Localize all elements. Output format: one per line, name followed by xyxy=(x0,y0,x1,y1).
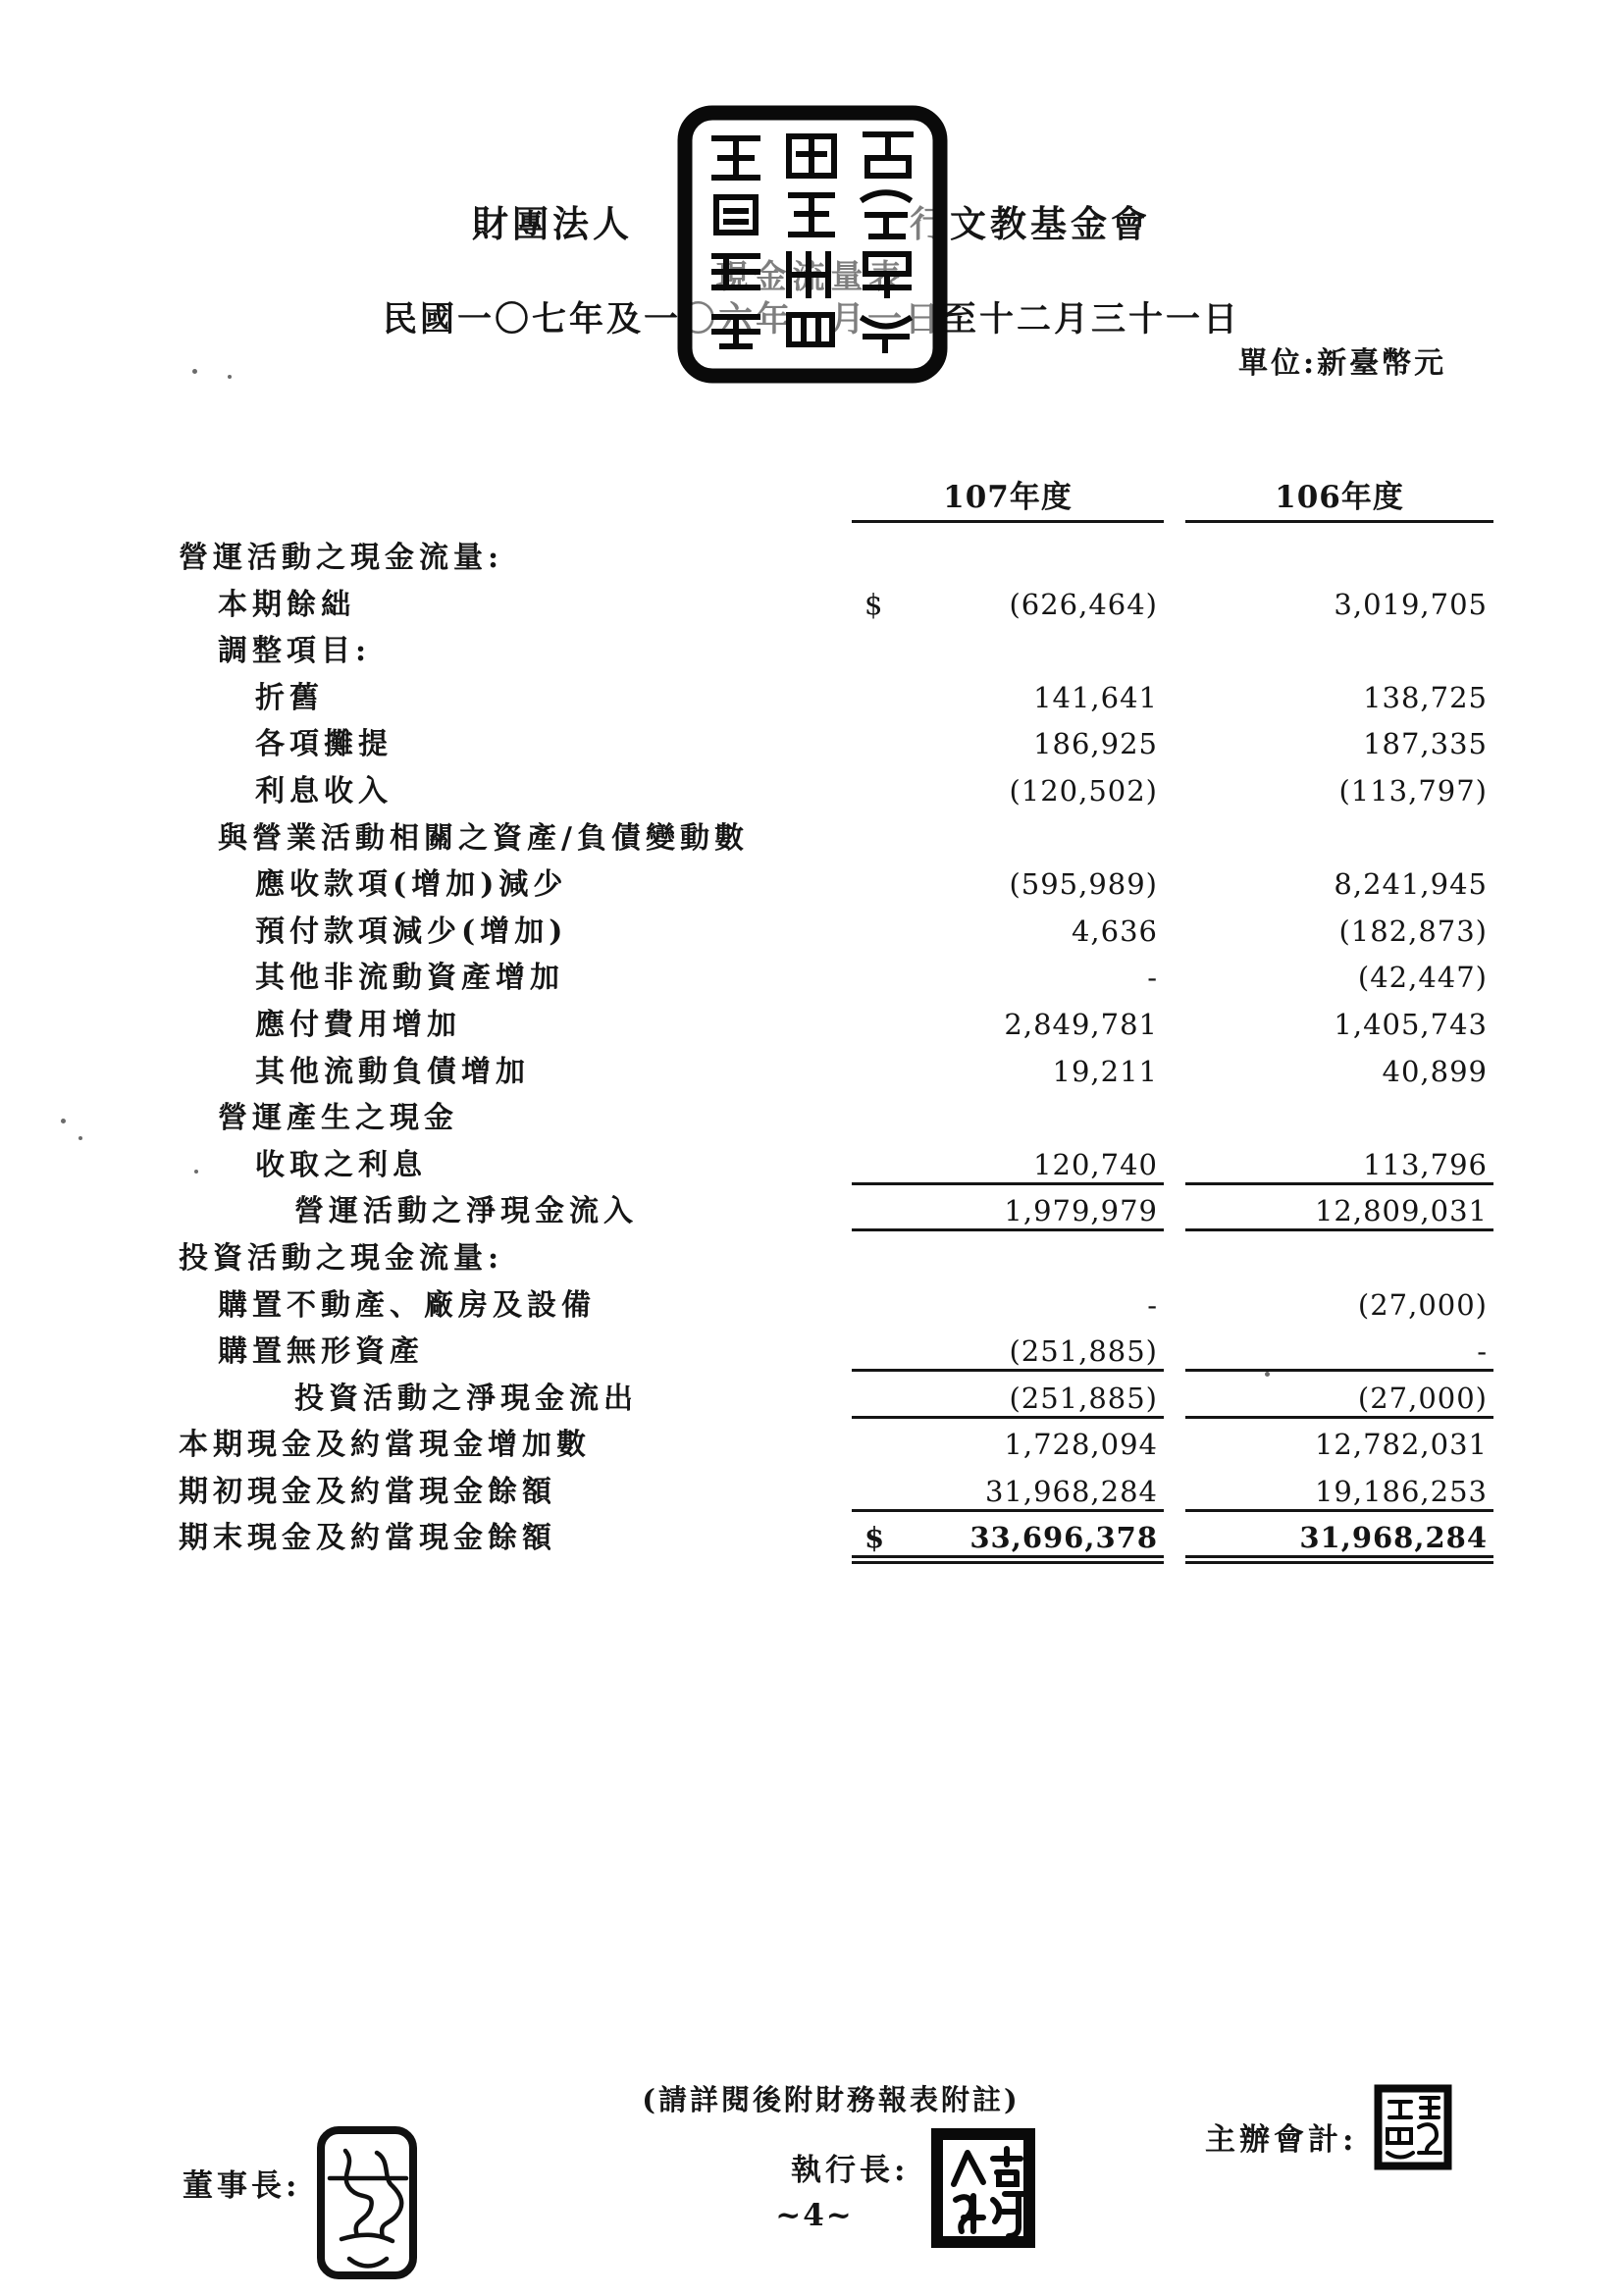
value-prior-year: 31,968,284 xyxy=(1185,1516,1493,1558)
value-prior-year: 12,782,031 xyxy=(1314,1428,1488,1462)
value-prior-year xyxy=(1185,536,1493,578)
value-prior-year xyxy=(1185,1236,1493,1278)
table-row xyxy=(0,1142,1623,1189)
scan-speck xyxy=(228,375,232,379)
ceo-label: 執行長: xyxy=(791,2153,910,2188)
foundation-stamp-icon xyxy=(675,102,950,387)
value-current-year: $ (626,464) xyxy=(852,583,1164,625)
row-label: 營運活動之現金流量: xyxy=(179,541,504,575)
chairman-label: 董事長: xyxy=(183,2168,301,2204)
column-header-107: 107年度 xyxy=(852,475,1164,523)
value-prior-year xyxy=(1185,629,1493,671)
table-row xyxy=(0,535,1623,582)
value-prior-year: (113,797) xyxy=(1338,773,1488,808)
row-label: 各項攤提 xyxy=(255,727,393,762)
value-prior-year: 187,335 xyxy=(1363,727,1488,761)
value-current-year: 2,849,781 xyxy=(1004,1007,1158,1041)
row-label: 期末現金及約當現金餘額 xyxy=(179,1521,556,1556)
row-label: 調整項目: xyxy=(218,634,372,669)
value-current-year: (120,502) xyxy=(1009,773,1158,808)
row-label: 利息收入 xyxy=(255,773,393,809)
row-label: 應收款項(增加)減少 xyxy=(255,867,568,903)
value-current-year: (251,885) xyxy=(852,1377,1164,1419)
value-prior-year xyxy=(1185,1096,1493,1138)
table-row xyxy=(0,1002,1623,1049)
value-current-year: 186,925 xyxy=(1033,727,1158,761)
value-current-year: 141,641 xyxy=(1033,680,1158,714)
column-header-106: 106年度 xyxy=(1185,475,1493,523)
scan-speck xyxy=(194,1170,198,1174)
value-prior-year: (42,447) xyxy=(1357,961,1488,995)
dollar-sign: $ xyxy=(864,587,884,621)
org-name-prefix: 財團法人 xyxy=(472,202,633,245)
chairman-seal-icon xyxy=(316,2125,418,2280)
value-current-year: (595,989) xyxy=(1009,867,1158,902)
table-row xyxy=(0,1049,1623,1096)
value-prior-year: 19,186,253 xyxy=(1185,1470,1493,1512)
row-label: 投資活動之淨現金流出 xyxy=(294,1381,638,1416)
accountant-label: 主辦會計: xyxy=(1205,2122,1358,2158)
table-row xyxy=(0,768,1623,815)
value-current-year xyxy=(852,1096,1164,1138)
table-row xyxy=(0,955,1623,1002)
table-row xyxy=(0,1282,1623,1330)
value-prior-year xyxy=(1185,816,1493,859)
value-prior-year: 113,796 xyxy=(1185,1143,1493,1185)
table-row xyxy=(0,1329,1623,1376)
row-label: 本期現金及約當現金增加數 xyxy=(179,1428,591,1463)
table-row xyxy=(0,1235,1623,1282)
accountant-seal-icon xyxy=(1374,2084,1452,2170)
value-current-year xyxy=(852,1236,1164,1278)
value-prior-year: 138,725 xyxy=(1363,680,1488,714)
table-row xyxy=(0,1515,1623,1562)
value-current-year xyxy=(852,816,1164,859)
table-row xyxy=(0,815,1623,862)
value-current-year xyxy=(852,629,1164,671)
table-row xyxy=(0,1188,1623,1235)
footnote-reference: (請詳閱後附財務報表附註) xyxy=(642,2083,1021,2116)
table-row xyxy=(0,909,1623,956)
table-row xyxy=(0,675,1623,722)
scan-speck xyxy=(1265,1372,1270,1377)
table-row xyxy=(0,628,1623,675)
value-current-year: - xyxy=(1147,1287,1158,1322)
row-label: 期初現金及約當現金餘額 xyxy=(179,1474,556,1509)
table-row xyxy=(0,1095,1623,1142)
row-label: 預付款項減少(增加) xyxy=(255,913,568,949)
row-label: 其他流動負債增加 xyxy=(255,1054,530,1089)
org-name-suffix: 行文教基金會 xyxy=(910,202,1151,245)
table-row xyxy=(0,1376,1623,1423)
value-prior-year: (182,873) xyxy=(1338,913,1488,948)
row-label: 與營業活動相關之資產/負債變動數 xyxy=(218,820,749,856)
value-prior-year: 3,019,705 xyxy=(1334,587,1488,621)
value-current-year: 120,740 xyxy=(852,1143,1164,1185)
scan-speck xyxy=(192,369,197,374)
table-row xyxy=(0,1422,1623,1469)
row-label: 營運活動之淨現金流入 xyxy=(294,1194,638,1229)
ceo-seal-icon xyxy=(930,2127,1036,2249)
value-current-year: 19,211 xyxy=(1052,1054,1158,1088)
row-label: 折舊 xyxy=(255,680,324,715)
table-row xyxy=(0,1469,1623,1516)
row-label: 購置不動產、廠房及設備 xyxy=(218,1287,596,1323)
value-current-year xyxy=(852,536,1164,578)
value-current-year: 4,636 xyxy=(1071,913,1158,948)
value-current-year: (251,885) xyxy=(852,1330,1164,1372)
row-label: 購置無形資產 xyxy=(218,1334,424,1370)
table-body xyxy=(0,535,1623,1562)
table-row xyxy=(0,861,1623,909)
row-label: 營運產生之現金 xyxy=(218,1101,458,1136)
row-label: 其他非流動資產增加 xyxy=(255,961,564,996)
row-label: 投資活動之現金流量: xyxy=(179,1240,504,1276)
value-prior-year: (27,000) xyxy=(1185,1377,1493,1419)
row-label: 收取之利息 xyxy=(255,1147,427,1182)
statement-title: 現金流量表 xyxy=(715,257,908,295)
value-prior-year: (27,000) xyxy=(1357,1287,1488,1322)
reporting-period: 民國一〇七年及一〇六年一月一日至十二月三十一日 xyxy=(382,299,1240,339)
row-label: 本期餘絀 xyxy=(218,587,355,622)
currency-unit-label: 單位:新臺幣元 xyxy=(1238,346,1447,381)
table-row xyxy=(0,721,1623,768)
value-current-year: $ 33,696,378 xyxy=(852,1516,1164,1558)
value-prior-year: 40,899 xyxy=(1382,1054,1488,1088)
dollar-sign: $ xyxy=(864,1521,886,1555)
page-number: ~4~ xyxy=(775,2198,854,2233)
value-prior-year: 8,241,945 xyxy=(1334,867,1488,902)
value-prior-year: - xyxy=(1185,1330,1493,1372)
scan-speck xyxy=(79,1136,82,1140)
value-current-year: 1,728,094 xyxy=(1004,1428,1158,1462)
value-current-year: 31,968,284 xyxy=(852,1470,1164,1512)
table-row xyxy=(0,582,1623,629)
scan-speck xyxy=(61,1119,66,1123)
value-current-year: - xyxy=(1147,961,1158,995)
row-label: 應付費用增加 xyxy=(255,1007,461,1042)
value-prior-year: 12,809,031 xyxy=(1185,1189,1493,1231)
value-prior-year: 1,405,743 xyxy=(1334,1007,1488,1041)
value-current-year: 1,979,979 xyxy=(852,1189,1164,1231)
